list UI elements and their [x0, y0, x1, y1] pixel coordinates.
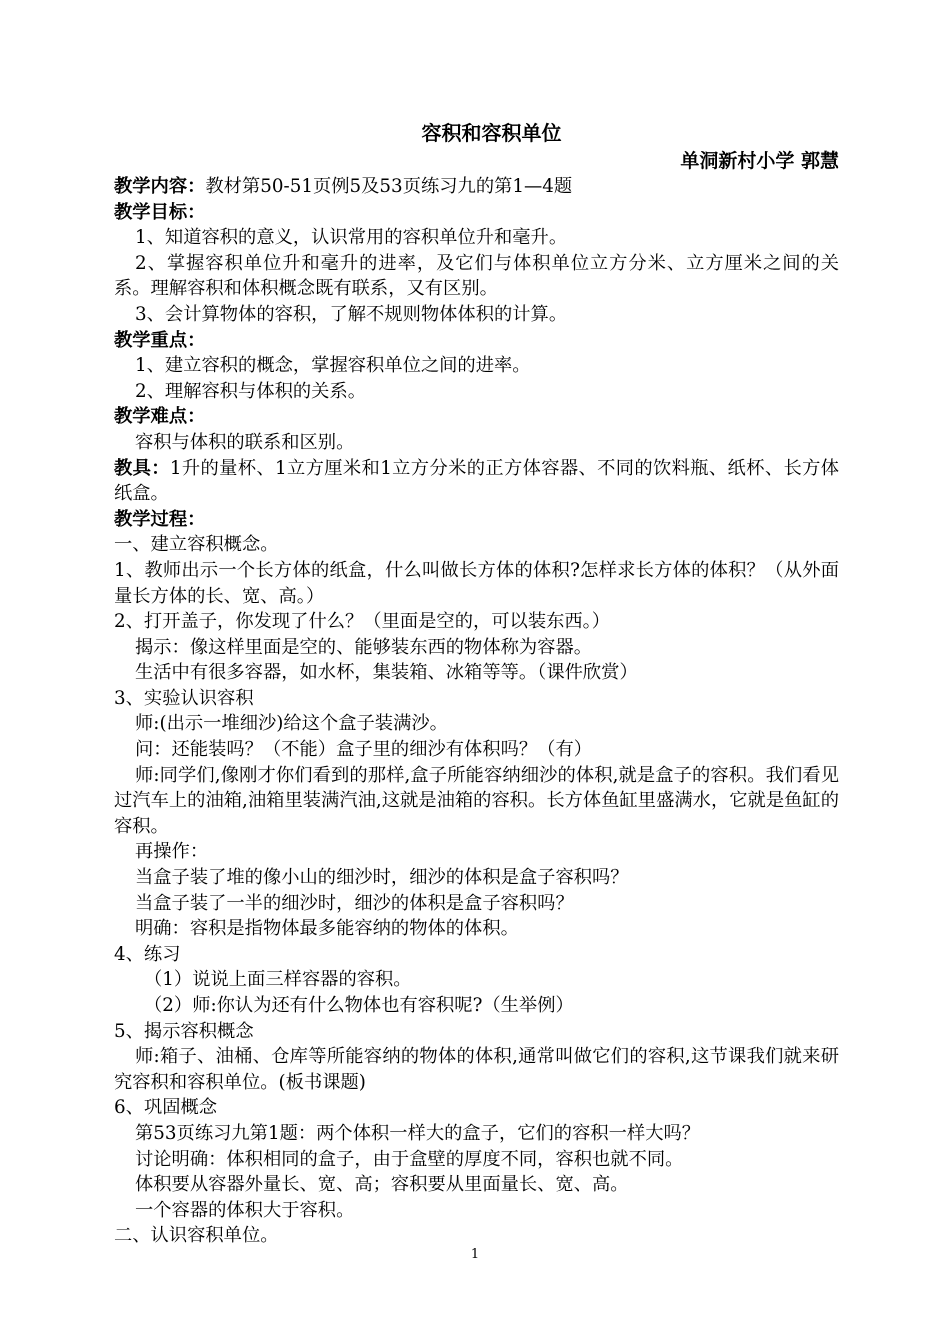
process-line-2: 1、教师出示一个长方体的纸盒，什么叫做长方体的体积?怎样求长方体的体积？（从外面量长方体的长、宽、高。） — [114, 559, 839, 607]
process-line-3: 2、打开盖子，你发现了什么？（里面是空的，可以装东西。） — [114, 611, 611, 633]
goals-heading: 教学目标： — [114, 201, 206, 223]
difficulty-1: 容积与体积的联系和区别。 — [135, 431, 355, 453]
process-line-14: 4、练习 — [114, 943, 181, 965]
process-heading: 教学过程： — [114, 508, 206, 530]
tools-label: 教具： — [114, 457, 170, 479]
author-line: 单洞新村小学 郭慧 — [680, 150, 839, 172]
process-line-23: 一个容器的体积大于容积。 — [135, 1199, 355, 1221]
key-2: 2、理解容积与体积的关系。 — [135, 380, 367, 402]
goal-1: 1、知道容积的意义，认识常用的容积单位升和毫升。 — [135, 227, 568, 249]
process-line-16: （2）师:你认为还有什么物体也有容积呢?（生举例） — [144, 995, 574, 1016]
process-line-22: 体积要从容器外量长、宽、高；容积要从里面量长、宽、高。 — [135, 1174, 629, 1196]
key-1: 1、建立容积的概念，掌握容积单位之间的进率。 — [135, 355, 531, 377]
process-line-15: （1）说说上面三样容器的容积。 — [144, 969, 412, 991]
process-line-1: 一、建立容积概念。 — [114, 534, 279, 556]
key-heading: 教学重点： — [114, 329, 206, 351]
process-line-5: 生活中有很多容器，如水杯，集装箱、冰箱等等。（课件欣赏） — [135, 662, 638, 684]
process-line-10: 再操作： — [135, 841, 209, 863]
process-line-8: 问：还能装吗？（不能）盒子里的细沙有体积吗？（有） — [135, 739, 593, 761]
tools-text: 1升的量杯、1立方厘米和1立方分米的正方体容器、不同的饮料瓶、纸杯、长方体纸盒。 — [114, 457, 839, 505]
process-line-12: 当盒子装了一半的细沙时，细沙的体积是盒子容积吗？ — [135, 892, 574, 914]
process-line-18: 师:箱子、油桶、仓库等所能容纳的物体的体积,通常叫做它们的容积,这节课我们就来研究容积和容积单位。(板书课题) — [114, 1046, 839, 1093]
process-line-13: 明确：容积是指物体最多能容纳的物体的体积。 — [135, 918, 519, 940]
document-title: 容积和容积单位 — [421, 121, 562, 145]
process-line-20: 第53页练习九第1题：两个体积一样大的盒子，它们的容积一样大吗？ — [135, 1122, 701, 1144]
content-line — [114, 174, 839, 200]
process-line-6: 3、实验认识容积 — [114, 687, 254, 709]
process-line-9: 师:同学们,像刚才你们看到的那样,盒子所能容纳细沙的体积,就是盒子的容积。我们看见过汽车上的油箱,油箱里装满汽油,这就是油箱的容积。长方体鱼缸里盛满水，它就是鱼缸的容积。 — [114, 764, 839, 837]
document-page — [114, 118, 839, 1249]
goal-2: 2、掌握容积单位升和毫升的进率，及它们与体积单位立方分米、立方厘米之间的关系。理解容积和体积概念既有联系，又有区别。 — [114, 252, 839, 300]
process-line-21: 讨论明确：体积相同的盒子，由于盒壁的厚度不同，容积也就不同。 — [135, 1148, 684, 1170]
difficulty-heading: 教学难点： — [114, 406, 206, 428]
process-line-24: 二、认识容积单位。 — [114, 1225, 279, 1247]
process-line-4: 揭示：像这样里面是空的、能够装东西的物体称为容器。 — [135, 636, 593, 658]
page-number: 1 — [470, 1247, 480, 1262]
content-text: 教材第50-51页例5及53页练习九的第1—4题 — [205, 176, 573, 197]
content-label: 教学内容： — [114, 176, 206, 197]
goal-3: 3、会计算物体的容积，了解不规则物体体积的计算。 — [135, 303, 568, 325]
process-line-7: 师:(出示一堆细沙)给这个盒子装满沙。 — [135, 713, 448, 735]
process-line-17: 5、揭示容积概念 — [114, 1020, 254, 1042]
process-line-19: 6、巩固概念 — [114, 1097, 218, 1119]
tools-line — [114, 456, 839, 507]
process-line-11: 当盒子装了堆的像小山的细沙时，细沙的体积是盒子容积吗？ — [135, 867, 629, 889]
